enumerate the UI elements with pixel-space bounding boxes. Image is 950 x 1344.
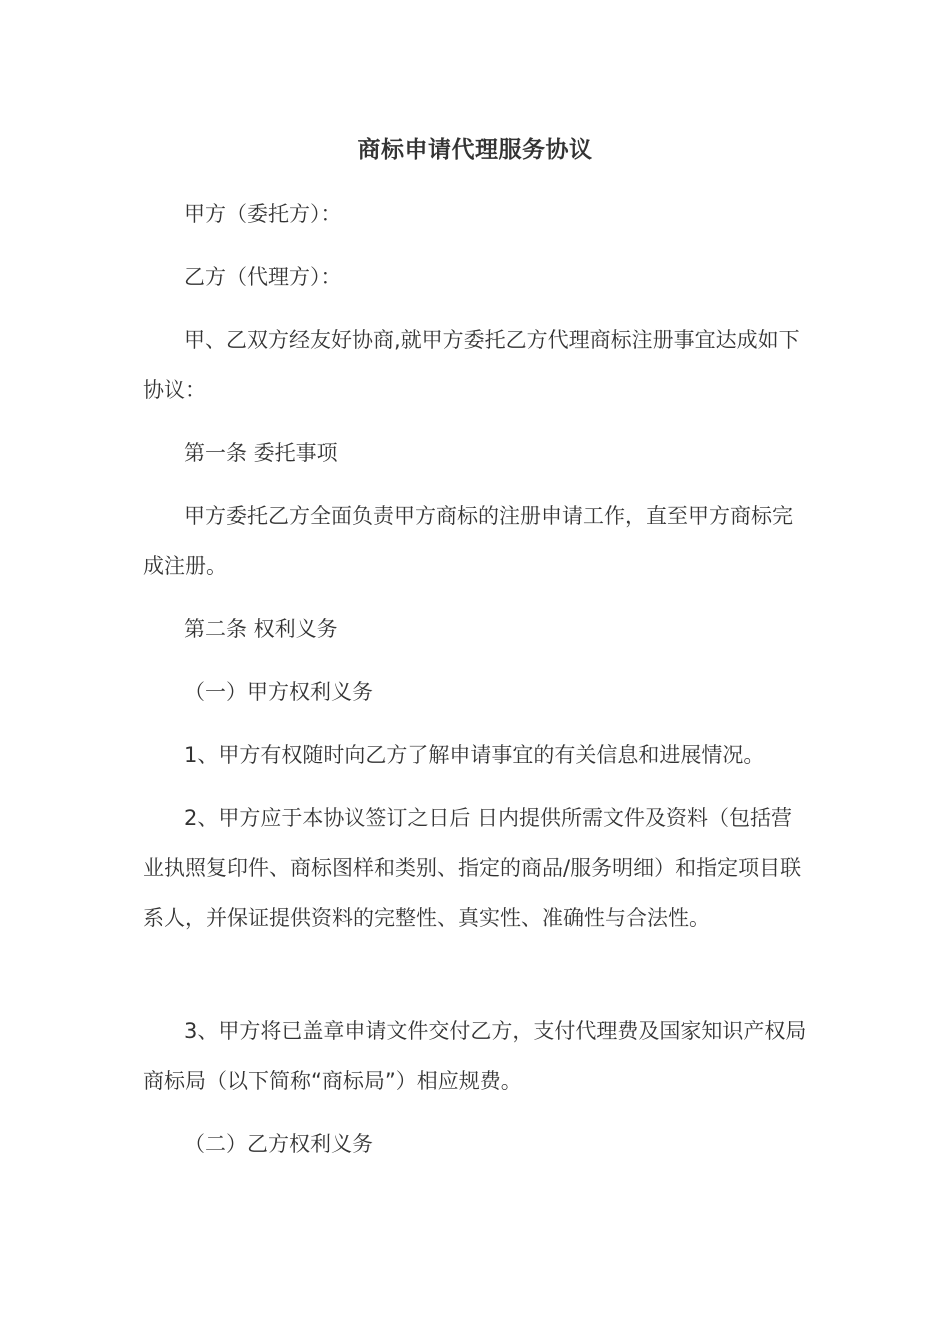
section-1-heading: （一）甲方权利义务 [184,680,373,704]
party-b-line: 乙方（代理方）： [184,265,342,289]
article-1-heading: 第一条 委托事项 [184,441,338,465]
document-title: 商标申请代理服务协议 [357,137,593,163]
intro-paragraph: 甲、乙双方经友好协商,就甲方委托乙方代理商标注册事宜达成如下协议： [143,328,800,402]
section-2-heading: （二）乙方权利义务 [184,1132,373,1156]
article-2-heading: 第二条 权利义务 [184,617,338,641]
item-2-paragraph: 2、甲方应于本协议签订之日后 日内提供所需文件及资料（包括营业执照复印件、商标图样和类别、指定的商品/服务明细）和指定项目联系人，并保证提供资料的完整性、真实性、准确性与合法性。 [143,806,802,930]
item-1-paragraph: 1、甲方有权随时向乙方了解申请事宜的有关信息和进展情况。 [184,743,765,767]
party-a-line: 甲方（委托方）： [184,202,342,226]
article-1-body: 甲方委托乙方全面负责甲方商标的注册申请工作，直至甲方商标完成注册。 [143,504,793,578]
item-3-paragraph: 3、甲方将已盖章申请文件交付乙方，支付代理费及国家知识产权局商标局（以下简称“商标局”）相应规费。 [143,1019,807,1093]
